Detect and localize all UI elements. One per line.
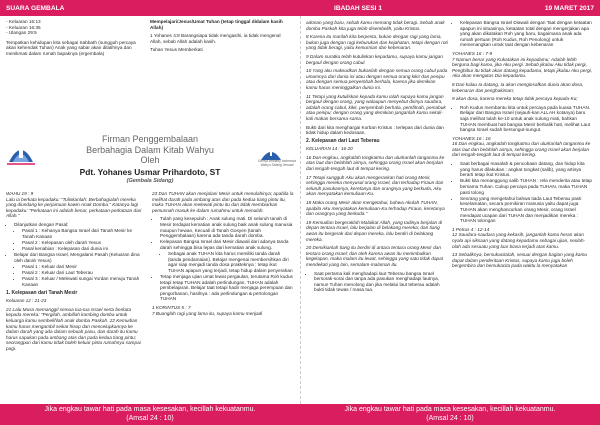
list-item: • Pasal 2 : Kelepasan oleh darah Yesus <box>22 240 146 246</box>
left-bottom-col1 <box>6 191 146 355</box>
bullet-list <box>152 216 294 302</box>
list-item: • Bukti kita menanggung salib TUHAN : rela menderita atau tetap bersama Tuhan. Cukup percaya pada TUHAN, maka TUHAN pasti tolong <box>460 178 594 195</box>
verse-ref: YOHANES 16 : 7-9 <box>452 50 493 56</box>
paragraph: Tuhan Yesus Memberkati <box>150 47 203 53</box>
preacher-name: Pdt. Yohanes Usmar Prihardoto, ST <box>79 166 221 177</box>
list-item: - Ulangan 29:5 <box>6 30 37 36</box>
footer-bar-left <box>0 404 300 425</box>
verse-text: 9 akan dosa, karena mereka tetap tidak percaya kepada-Ku; <box>452 96 578 102</box>
list-item: - Keluaran 16:35 <box>6 24 41 30</box>
paragraph: Tempatkan kehidupan kita sebagai Sabbath (sungguh percaya akan kehendak Tuhan) Anak yang sabar akan dilatihnya dan menikmati dalam rumah bapaknya (ergembala) <box>6 39 136 56</box>
list-item: - Keluaran 16:13 <box>6 19 41 24</box>
verse-text: adonan yang baru, sebab kamu memang tidak beragi. Sebab anak domba Paskah kita juga telah disembelih, yaitu Kristus. <box>306 20 445 31</box>
list-item: • Pasal 1 : Kehanya Bangsa Israel dari Tanah Mesir ke Tanah Kanaan <box>22 228 146 239</box>
verse-text: 23 Dan TUHAN akan menjalani Mesir untuk menulahinya; apabila la melihat darah pada ambang atas dan pada kedua tiang pintu itu, maka TUHAN akan melewati pintu itu dan tidak membiarkan pemusnah masuk ke dalam rumahmu untuk menulah. <box>152 191 294 213</box>
verse-text: 8 Dan kalau Ia datang, Ia akan menginsafkan dunia akan dosa, kebenaran dan penghakiman; <box>452 81 584 93</box>
paragraph: Mempelajari/Jesus/Umat Tuhan (tetap tinggal didalam kasih Allah) <box>150 19 283 30</box>
page-divider <box>300 16 301 404</box>
verse-ref: WAHU 19 : 9 <box>6 191 34 196</box>
paragraph: 1 Yohanes 4:8 Barangsiapa tidak mengasihi, ia tidak mengenal Allah, sebab Allah adalah kasih. <box>150 33 281 44</box>
list-item: • Pasal 1 : Keluar dari Mesir <box>22 264 146 270</box>
footer-quote: Jika engkau tawar hati pada masa kesesakan, kecillah kekuatanmu. <box>344 406 556 413</box>
list-item: • Pasal kenabian : Kelepasan dari dunia ini <box>22 246 146 252</box>
bullet-list <box>306 271 448 293</box>
footer-ref: (Amsal 24 : 10) <box>126 414 174 422</box>
verse-text: Lalu ia berkata kepadaku: "Tuliskanlah: Berbahagialah mereka yang diundang ke perjamuan kawin Anak Domba." Katanya lagi kepadaku: "Perkataan ini adalah benar, perkataan-perkataan dari Allah." <box>6 196 142 219</box>
sermon-topic: Berbahagia Dalam Kitab Wahyu <box>86 144 214 155</box>
list-item: • Saat berbagai masalah & pencobaan datang, dan hidup kita yang harus dilakukan : angkat tongkat (salib), yang artinya berarti tetap ikut Kristus. <box>460 161 594 178</box>
verse-text: 12 Saudara-saudara yang kekasih, janganlah kamu heran akan nyala api siksaan yang datang kepadamu sebagai ujian, seolah-olah ada sesuatu yang luar biasa terjadi atas kamu. <box>452 232 586 249</box>
verse-ref: 1 KORINTUS 5 : 7 <box>152 305 191 311</box>
bullet-list <box>452 105 594 133</box>
service-date: 19 MARET 2017 <box>544 4 594 12</box>
verse-text: 20 Demikianlah tiang itu berdiri di antara tentara orang Mesir dan tentara orang Israel; dan oleh karena awan itu menimbulkan kegelapan, maka malam itu lewat, sehingga yang satu tidak dapat mendekati yang lain, semalam-malaman itu. <box>306 245 444 267</box>
verse-text: 10 Yang aku maksudkan bukanlah dengan semua orang cabul pada umumnya dari dunia ini atau dengan semua orang kikir dan penipu atau dengan semua penyembah berhala, karena jika demikian kamu harus meninggalkan dunia ini. <box>306 68 448 90</box>
footer-bar-right <box>300 404 600 425</box>
right-col1 <box>306 20 448 296</box>
verse-text: 16 Dan engkau, angkatlah tongkatmu dan ulurkanlah tanganmu ke atas laut dan belahlah airnya, sehingga orang Israel akan berjalan dari tengah-tengah laut di tempat kering. <box>452 141 591 158</box>
list-item: • Tetap menjaga ujian umat lewat pergaulan, terutama Roh kudus tetapi tetap TUHAN adalah perlindungan, TUHAN adalah pembelajaran. Belajar taat tetapi hadir menjaga perempuan dan pengorbanan, hasilnya : ada perlindungan & pertolongan TUHAN <box>160 274 294 302</box>
list-item: • Kelepasan Bangsa Israel dari Mesir diawali dari adanya tanda darah sehingga bisa lepas dari kematian anak sulung. <box>160 239 294 250</box>
list-item: • Pasal 3 : Keluar / Melewati sungai Yordan menuju Tanah Kanaan <box>22 276 146 287</box>
list-item: • Kelepasan Bangsa Israel Diawali dengan Taat dengan ketaatan apapun ini situasinya, ketaatan total dengan mengerjakan apa yang akan dikatakan Roh yang baru, bagaimana anak ada rumah pertuan (Roh Kudus, Roh Penolong) untuk memenangkan untuk taat dengan kebenaran <box>460 20 594 48</box>
list-item: • Tulah yang kesepuluh : Anak sulung mati. Di seluruh tanah di Mesir terdapat kematian anak sulung baik anak sulung manusia maupun hewan, Kecuali di Tanah Gosyen (tanah Penggembalaan) karena ada tanda darah domba. <box>160 216 294 238</box>
footer-quote: Jika engkau tawar hati pada masa kesesakan, kecillah kekuatanmu. <box>44 406 256 413</box>
list-item: • Seorang yang mengetahui bahwa tiada Laut Teberau pasti keselamatan, secara pemikiran manusia yaitu dapat juga TUHAN akan menghancurkan orang Mesir, orang Israel mendapat ucapan dari TUHAN dan menjadikan mereka : TUHAN tolongan <box>460 196 594 224</box>
verse-text: 7 Namun benar yang Kukatakan ini kepadamu: Adalah lebih berguna bagi kamu, jika Aku pergi. Sebab jikalau Aku tidak pergi, Penghibur itu tidak akan datang kepadamu, tetapi jikalau Aku pergi, Aku akan mengutus Dia kepadamu. <box>452 56 593 79</box>
verse-text: 17 Tetapi sungguh Aku akan mengeraskan hati orang Mesir, sehingga mereka menyusul orang Israel, dan terhadap Firaun dan seluruh pasukannya, keretanya dan orangnya yang berkuda, Aku akan menyatakan kemuliaan-Ku. <box>306 174 444 197</box>
verse-text: 21 Lalu Musa memanggil semua tua-tua Israel serta berkata kepada mereka: "Pergilah, ambillah kambing domba untuk keluarga kamu sembelihlah anak domba Paskah. 22 Kemudian kamu harus mengambil seikat hisop dan mencelupkannya ke dalam darah yang ada dalam sebuah pasu, dan darah itu kamu harus sapukan pada ambang atas dan pada kedua tiang pintu; seorangpun dari kamu tidak boleh keluar pintu rumahnya sampai pagi. <box>6 306 141 351</box>
right-col2 <box>452 20 594 272</box>
bullet-list <box>6 222 146 288</box>
footer-ref: (Amsal 24 : 10) <box>426 414 474 422</box>
header-bar-right <box>300 0 600 16</box>
verse-text: 7 Buanglah ragi yang lama itu, supaya kamu menjadi <box>152 310 263 316</box>
service-title: IBADAH SESI 1 <box>334 4 382 12</box>
list-item: • Saat pertama kali menghadapi laut Teberau bangsa Israel bersorak-sorai dan tanpa ada pasukan menghadapi lautnya, namun Tuhan menolong dan jika melalui laut teberau adalah bukti tidak tewas / masa tua. <box>314 271 448 293</box>
verse-ref: Keluaran 12 : 21-23 <box>6 298 47 304</box>
bullet-list <box>452 20 594 48</box>
section-heading: 1. Kelepasan dari Tanah Mesir <box>6 289 78 296</box>
verse-ref: KELUARAN 14 : 16-20 <box>306 146 353 152</box>
paragraph: Bukti dari kita menghargai Korban Kristus : terlepas dari dunia dan tidak hidup dalam kedosaan. <box>306 124 444 136</box>
verse-ref: 1 Petrus 4 : 12-14 <box>452 226 490 232</box>
list-item: • Sebagai anak TUHAN kita harus memiliki tanda darah (tanda pendamaian). Belajar mengenai membersihkan diri agar siap menjadi tanda dosa prakteknya : tetap ikut TUHAN apapun yang terjadi, tetap hidup dalam penyerahan <box>168 251 294 273</box>
verse-text: 16 Dan engkau, angkatlah tongkatmu dan ulurkanlah tanganmu ke atas laut dan belahlah airnya, sehingga orang Israel akan berjalan dari tengah-tengah laut di tempat kering. <box>306 154 445 172</box>
verse-text: 9 Dalam suratku telah kutuliskan kepadamu, supaya kamu jangan bergaul dengan orang cabul. <box>306 53 443 65</box>
verse-text: 11 Tetapi yang kutuliskan kepada kamu ialah supaya kamu jangan bergaul dengan orang, yang walaupun menyebut dirinya saudara, adalah orang cabul, kikir, penyembah berhala, pemfitnah, pemabuk atau penipu; dengan orang yang demikian janganlah kamu sekali-kali makan bersama-sama. <box>306 93 446 121</box>
bullet-list <box>452 161 594 224</box>
list-item: • Roh Kudus membantu kita untuk percaya pada kuasa TUHAN. Belajar dari Bangsa Israel (sejauh-kan ALLAH kotanya) baru saja melihat tulah ke-10 untuk anak sulung mati, bahkan TUHAN membuat hati bangsa Mesir berbalik hati, melihat Laut bangsa Israel sudah bersungut-sungut. <box>460 105 594 133</box>
list-item: • Pasal 2 : Keluar dari Laut Teberau <box>22 270 146 276</box>
section-heading: 2. Kelepasan dari Laut Teberau <box>306 137 380 144</box>
sermon-by: Oleh <box>140 155 160 165</box>
verse-text: 18 Maka orang Mesir akan mengetahui, bahwa Akulah TUHAN, apabila Aku menyatakan kemuliaan-Ku terhadap Firaun, keretanya dan orangnya yang berkuda." <box>306 200 445 217</box>
logo-caption: Gereja Bethany Indonesia Wahyu Sidang Jemaat <box>257 159 297 167</box>
left-top-col2 <box>150 19 290 56</box>
left-bottom-col2 <box>152 191 294 319</box>
header-bar-left <box>0 0 300 16</box>
sermon-label: Firman Penggembalaan <box>101 134 199 144</box>
preacher-role: (Gembala Sidang) <box>126 177 174 184</box>
verse-text: 8 Karena itu marilah kita berpesta, bukan dengan ragi yang lama, bukan juga dengan ragi keburukan dan kejahatan, tetapi dengan roti yang tidak beragi, yaitu kemurnian dan kebenaran. <box>306 34 448 51</box>
verse-text: 19 Kemudian bergeraklah Malaikat Allah, yang tadinya berjalan di depan tentara Israel, lalu berjalan di belakang mereka; dan tiang awan itu bergerak dari depan mereka, lalu berdiri di belakang mereka. <box>306 219 443 242</box>
list-item: • Belajar dari Bangsa Israel, Mengalami Pasah (Keluaran dina oleh darah Yesus) <box>14 252 146 263</box>
sermon-title-block <box>0 134 300 184</box>
verse-ref: YOHANES 16 : 16 <box>452 135 491 141</box>
verse-text: 13 Sebaliknya, bersukacitalah, sesuai dengan bagian yang kamu dapat dalam penderitaan Kristus, supaya kamu juga boleh bergembira dan bersukacita pada waktu la menyatakan <box>452 252 587 269</box>
left-top-col1 <box>6 19 144 60</box>
bulletin-section-title: SUARA GEMBALA <box>6 4 65 12</box>
scripture-list <box>6 19 144 36</box>
list-item: • Dilanjutkan dengan Pasal: <box>14 222 146 228</box>
